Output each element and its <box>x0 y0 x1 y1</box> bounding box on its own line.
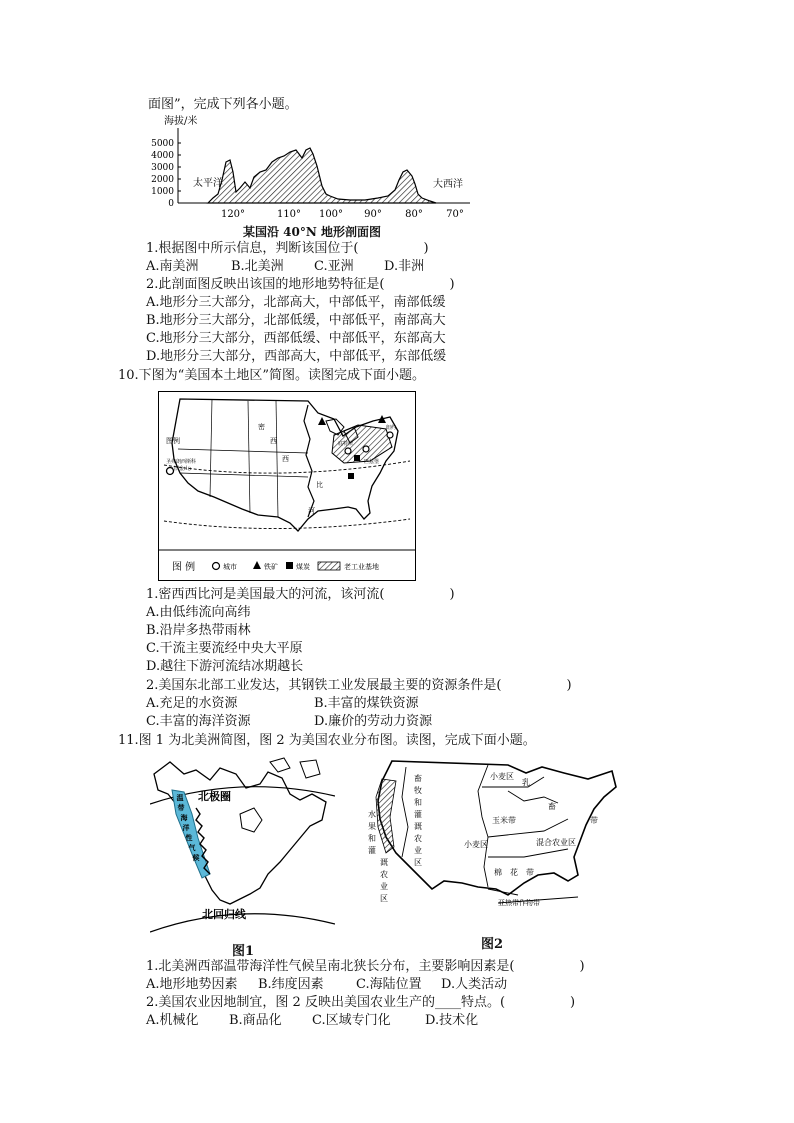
dairy-label-3: 带 <box>590 816 598 825</box>
climate-char: 洋 <box>182 823 190 832</box>
river-char: 河 <box>308 507 315 515</box>
ranch-char: 和 <box>414 798 422 807</box>
fruit-char: 农 <box>380 870 388 879</box>
corn-label: 玉米带 <box>492 816 516 825</box>
q9-1-option-a: A.南美洲 <box>146 259 199 274</box>
fig1-caption: 图1 <box>232 944 255 959</box>
ytick: 2000 <box>151 175 174 185</box>
q11-intro: 11.图 1 为北美洲简图，图 2 为美国农业分布图。读图，完成下面小题。 <box>118 733 536 748</box>
climate-char: 带 <box>177 803 185 812</box>
q9-2-option-a: A.地形分三大部分，北部高大，中部低平，南部低缓 <box>146 295 446 310</box>
fruit-char: 灌 <box>368 846 376 855</box>
q9-1-stem: 1.根据图中所示信息，判断该国位于( ) <box>146 241 429 256</box>
q11-1-option-a: A.地形地势因素 <box>146 977 238 992</box>
ranch-char: 溉 <box>414 822 422 831</box>
q10-1-option-d: D.越往下游河流结冰期越长 <box>146 659 304 674</box>
legend-base: 老工业基地 <box>344 563 379 571</box>
q9-2-option-b: B.地形分三大部分，北部低缓，中部低平，南部高大 <box>146 313 446 328</box>
fruit-char: 业 <box>380 882 388 891</box>
river-char: 西 <box>270 437 277 445</box>
fruit-char: 溉 <box>380 858 388 867</box>
q11-2-option-c: C.区域专门化 <box>312 1013 391 1028</box>
q11-2-stem: 2.美国农业因地制宜，图 2 反映出美国农业生产的____特点。( ) <box>146 995 576 1010</box>
cotton-label: 棉 花 带 <box>494 868 534 877</box>
fruit-char: 果 <box>368 822 376 831</box>
ytick: 1000 <box>151 187 174 197</box>
q9-1-option-d: D.非洲 <box>384 259 425 274</box>
wheat-south-label: 小麦区 <box>464 840 488 849</box>
atlantic-label: 大西洋 <box>433 179 463 190</box>
xtick: 100° <box>318 209 344 220</box>
q10-2-stem: 2.美国东北部工业发达，其钢铁工业发展最主要的资源条件是( ) <box>146 678 572 693</box>
xtick: 90° <box>364 209 382 220</box>
fig2-caption: 图2 <box>481 937 504 952</box>
climate-char: 候 <box>192 853 200 862</box>
fruit-char: 区 <box>380 894 388 903</box>
q10-intro: 10.下图为“美国本土地区”简图。读图完成下面小题。 <box>118 368 425 383</box>
profile-caption: 某国沿 40°N 地形剖面图 <box>243 225 382 239</box>
legend-iron: 铁矿 <box>264 563 278 571</box>
river-char: 西 <box>282 455 289 463</box>
q10-1-stem: 1.密西西比河是美国最大的河流，该河流( ) <box>146 587 455 602</box>
q10-2-option-c: C.丰富的海洋资源 <box>146 714 251 729</box>
q11-1-option-d: D.人类活动 <box>441 977 508 992</box>
fruit-char: 水 <box>368 810 376 819</box>
q10-2-option-d: D.廉价的劳动力资源 <box>314 714 433 729</box>
q10-2-option-b: B.丰富的煤铁资源 <box>314 696 419 711</box>
terrain-profile-chart <box>150 112 475 224</box>
intro-text: 面图”，完成下列各小题。 <box>148 97 298 112</box>
ytick: 5000 <box>151 139 174 149</box>
xtick: 110° <box>276 209 302 220</box>
q11-1-stem: 1.北美洲西部温带海洋性气候呈南北狭长分布，主要影响因素是( ) <box>146 959 585 974</box>
mixed-label: 混合农业区 <box>536 838 576 847</box>
q9-1-option-c: C.亚洲 <box>314 259 354 274</box>
pacific-label: 太平洋 <box>193 178 223 189</box>
climate-char: 性 <box>185 833 193 842</box>
river-char: 密 <box>258 423 265 431</box>
ranch-char: 畜 <box>414 774 422 783</box>
subtropic-label: 亚热带作物带 <box>498 899 540 907</box>
dairy-label-1: 乳 <box>522 778 530 787</box>
q9-2-stem: 2.此剖面图反映出该国的地形地势特征是( ) <box>146 277 455 292</box>
usa-agriculture-map <box>368 757 620 929</box>
legend-city: 城市 <box>223 563 237 571</box>
tropic-label: 北回归线 <box>202 908 246 921</box>
xtick: 80° <box>405 209 423 220</box>
q10-1-option-a: A.由低纬流向高纬 <box>146 605 251 620</box>
fruit-char: 和 <box>368 834 376 843</box>
ranch-char: 区 <box>414 858 422 867</box>
city-sf-label: 圣弗朗西斯科(旧金山) <box>166 459 197 472</box>
climate-char: 温 <box>176 793 184 802</box>
arctic-label: 北极圈 <box>198 790 231 803</box>
q11-1-option-b: B.纬度因素 <box>258 977 324 992</box>
q10-2-option-a: A.充足的水资源 <box>146 696 238 711</box>
map-legend-small: 图例 <box>166 437 180 445</box>
ranch-char: 农 <box>414 834 422 843</box>
q11-2-option-a: A.机械化 <box>146 1013 199 1028</box>
xtick: 120° <box>220 209 246 220</box>
climate-char: 海 <box>180 813 188 822</box>
pittsburgh-label: 匹兹堡 <box>364 459 380 465</box>
ytick: 3000 <box>151 163 174 173</box>
legend-title: 图 例 <box>172 562 196 573</box>
climate-char: 气 <box>188 843 196 852</box>
ytick: 4000 <box>151 151 174 161</box>
q9-2-option-c: C.地形分三大部分，西部低缓、中部低平，东部高大 <box>146 331 446 346</box>
q11-2-option-b: B.商品化 <box>229 1013 282 1028</box>
newyork-label: 纽约 <box>386 425 397 431</box>
y-axis-label: 海拔/米 <box>164 116 198 127</box>
usa-map <box>158 391 416 581</box>
q9-1-option-b: B.北美洲 <box>231 259 284 274</box>
ranch-char: 灌 <box>414 810 422 819</box>
ranch-char: 业 <box>414 846 422 855</box>
xtick: 70° <box>446 209 464 220</box>
ranch-char: 牧 <box>414 786 422 795</box>
river-char: 比 <box>316 481 323 489</box>
north-america-map <box>150 754 335 939</box>
q11-2-option-d: D.技术化 <box>425 1013 479 1028</box>
ytick: 0 <box>168 199 174 209</box>
q9-2-option-d: D.地形分三大部分，西部高大，中部低平，东部低缓 <box>146 349 447 364</box>
dairy-label-2: 畜 <box>548 802 556 811</box>
wheat-north-label: 小麦区 <box>490 772 514 781</box>
q11-1-option-c: C.海陆位置 <box>356 977 422 992</box>
legend-coal: 煤炭 <box>296 563 310 571</box>
q10-1-option-c: C.干流主要流经中央大平原 <box>146 641 303 656</box>
q10-1-option-b: B.沿岸多热带雨林 <box>146 623 251 638</box>
detroit-label: 底特律 <box>338 441 354 447</box>
